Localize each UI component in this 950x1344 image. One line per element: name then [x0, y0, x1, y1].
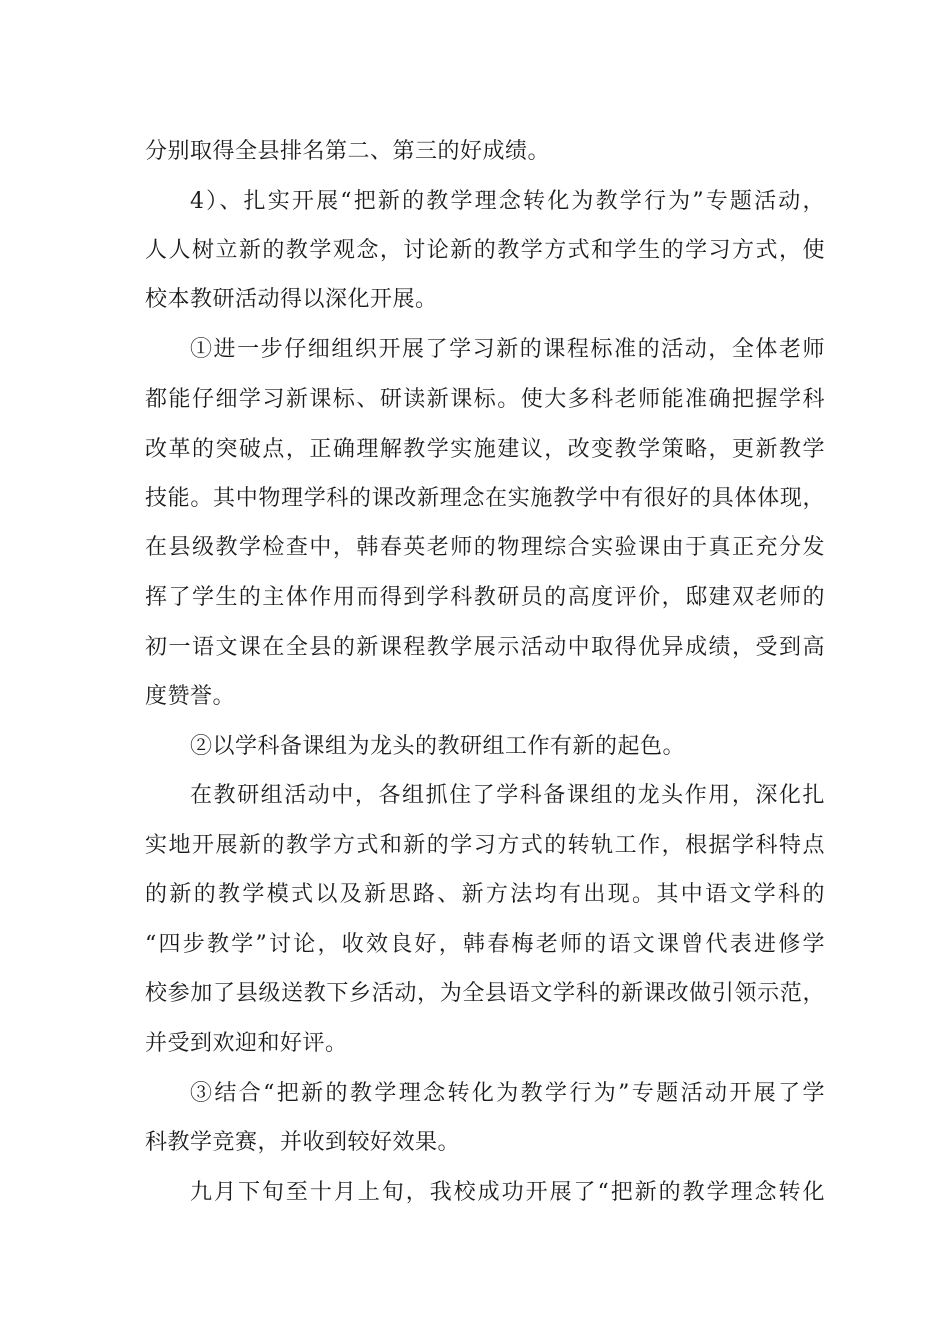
text-line: 分别取得全县排名第二、第三的好成绩。	[145, 139, 551, 164]
text-line: 度赞誉。	[145, 684, 236, 709]
text-line: ②以学科备课组为龙头的教研组工作有新的起色。	[190, 734, 686, 759]
text-line: “四步教学”讨论，收效良好，韩春梅老师的语文课曾代表进修学	[145, 932, 825, 957]
text-line: 挥了学生的主体作用而得到学科教研员的高度评价，邸建双老师的	[145, 585, 825, 610]
text-line: 初一语文课在全县的新课程教学展示活动中取得优异成绩，受到高	[145, 635, 825, 660]
text-line: 在教研组活动中，各组抓住了学科备课组的龙头作用，深化扎	[190, 783, 825, 808]
text-line: 并受到欢迎和好评。	[145, 1031, 348, 1056]
text-line: 科教学竞赛，并收到较好效果。	[145, 1130, 461, 1155]
text-line: 改革的突破点，正确理解教学实施建议，改变教学策略，更新教学	[145, 437, 825, 462]
text-line: 九月下旬至十月上旬，我校成功开展了“把新的教学理念转化	[190, 1180, 825, 1205]
text-line: 实地开展新的教学方式和新的学习方式的转轨工作，根据学科特点	[145, 833, 825, 858]
text-line: 4）、扎实开展“把新的教学理念转化为教学行为”专题活动，	[190, 189, 825, 214]
text-line: 的新的教学模式以及新思路、新方法均有出现。其中语文学科的	[145, 882, 825, 907]
text-line: 都能仔细学习新课标、研读新课标。使大多科老师能准确把握学科	[145, 387, 825, 412]
text-line: ③结合“把新的教学理念转化为教学行为”专题活动开展了学	[190, 1081, 825, 1106]
text-line: 人人树立新的教学观念，讨论新的教学方式和学生的学习方式，使	[145, 238, 825, 263]
text-line: 校本教研活动得以深化开展。	[145, 287, 438, 312]
text-line: 在县级教学检查中，韩春英老师的物理综合实验课由于真正充分发	[145, 535, 825, 560]
text-line: 校参加了县级送教下乡活动，为全县语文学科的新课改做引领示范，	[145, 981, 825, 1006]
text-line: ①进一步仔细组织开展了学习新的课程标准的活动，全体老师	[190, 337, 825, 362]
text-line: 技能。其中物理学科的课改新理念在实施教学中有很好的具体体现，	[145, 486, 825, 511]
